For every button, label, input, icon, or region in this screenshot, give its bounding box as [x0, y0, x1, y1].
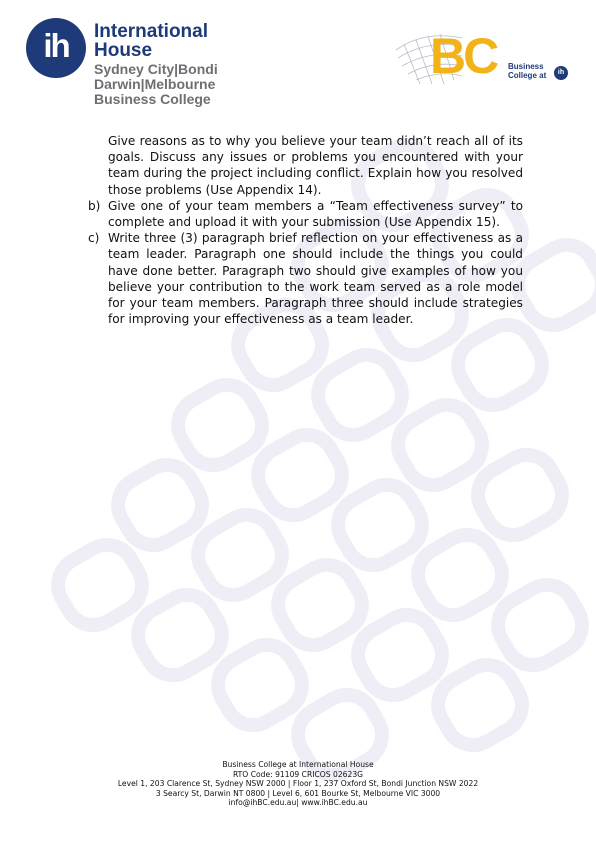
bc-logo-text-line: Business: [508, 62, 544, 71]
footer-line: RTO Code: 91109 CRICOS 02623G: [232, 769, 364, 779]
intro-paragraph: Give reasons as to why you believe your team didn’t reach all of its goals. Discuss any issues or problems you encountered with your team during the project including conflict. Explain how you resolved those problems (Use Appendix 14).: [108, 134, 523, 197]
ih-logo-subtitle-line: Darwin|Melbourne: [94, 76, 216, 92]
footer-line: Business College at International House: [222, 760, 374, 769]
ih-logo-title-line: International: [94, 21, 209, 42]
list-marker: c): [88, 231, 100, 246]
bc-logo-badge: ih: [554, 66, 568, 80]
bc-logo-letters: BC: [430, 28, 497, 84]
list-item: [88, 230, 523, 327]
footer-line: Level 1, 203 Clarence St, Sydney NSW 2000 | Floor 1, 237 Oxford St, Bondi Junction NSW 2022: [117, 779, 479, 788]
ih-logo-subtitle: [94, 62, 218, 107]
footer-line: 3 Searcy St, Darwin NT 0800 | Level 6, 601 Bourke St, Melbourne VIC 3000: [155, 788, 441, 798]
list-item-text: Write three (3) paragraph brief reflection on your effectiveness as a team leader. Paragraph one should include the things you could have done better. Paragraph two should give examples of how you believe your contribution to the work team served as a role model for your team members. Paragraph three should include strategies for improving your effectiveness as a team leader.: [108, 231, 523, 327]
bc-logo-text-line: College at: [508, 71, 547, 80]
ih-logo-title-line: House: [94, 40, 153, 61]
ih-logo-subtitle-line: Business College: [94, 91, 211, 107]
ih-logo-title: [94, 22, 208, 60]
footer-line: info@ihBC.edu.au| www.ihBC.edu.au: [228, 798, 368, 807]
list-item: [88, 198, 523, 230]
ih-logo-badge: [26, 18, 86, 78]
ih-logo-initials: ih: [43, 27, 69, 64]
ih-logo: [26, 15, 246, 110]
document-body: [88, 133, 523, 327]
page-footer: [0, 760, 596, 808]
list-item-text: Give one of your team members a “Team effectiveness survey” to complete and upload it with your submission (Use Appendix 15).: [108, 198, 523, 230]
list-marker: b): [88, 198, 101, 213]
bc-logo-text: [508, 62, 546, 80]
ih-logo-subtitle-line: Sydney City|Bondi: [94, 61, 218, 77]
bc-logo: [394, 30, 574, 90]
